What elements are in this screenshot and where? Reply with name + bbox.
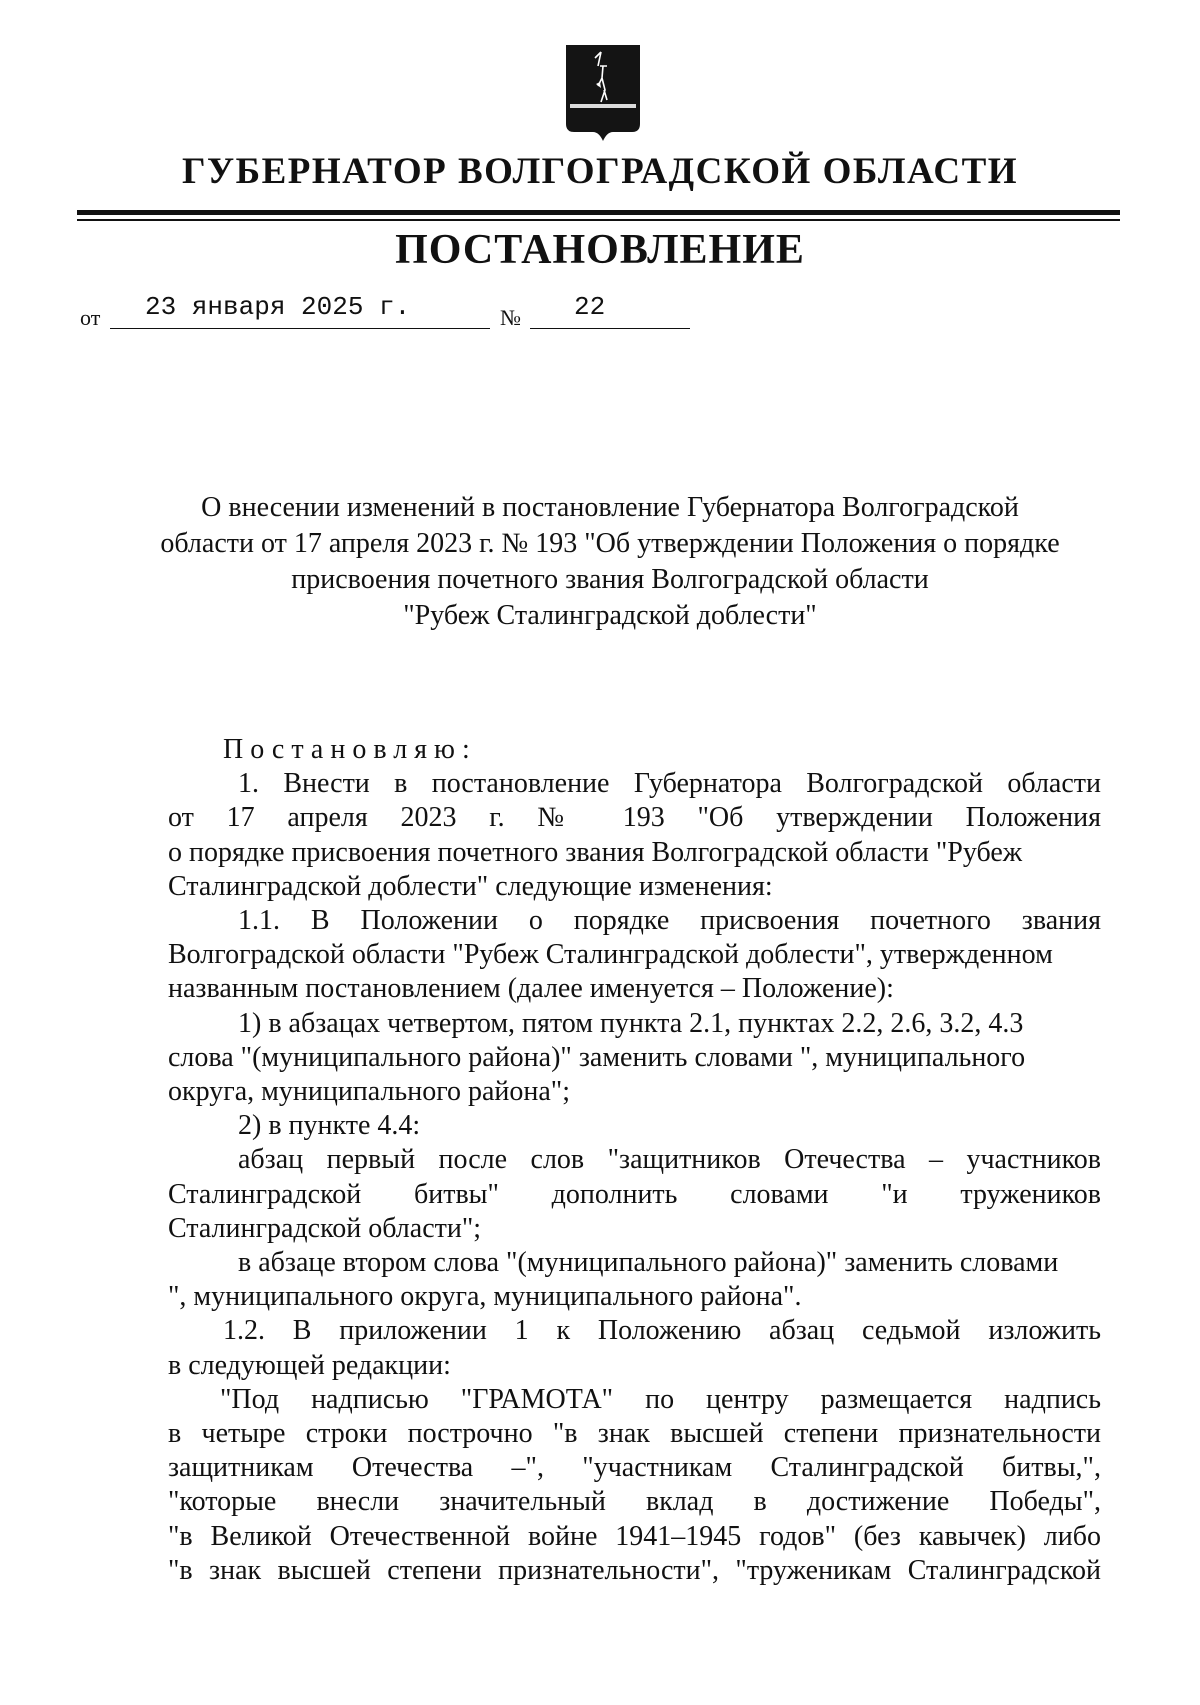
coat-of-arms-icon [565, 44, 641, 142]
date-label: от [80, 305, 101, 330]
body-line: защитникам Отечества –", "участникам Сталинградской битвы,", [168, 1452, 1101, 1484]
body-line: абзац первый после слов "защитников Отечества – участников [238, 1144, 1101, 1176]
body-line: 1.2. В приложении 1 к Положению абзац седьмой изложить [223, 1315, 1101, 1347]
body-line: Сталинградской области"; [168, 1212, 482, 1244]
header-rule-thick [77, 210, 1120, 215]
emblem-shield-icon [565, 44, 641, 142]
org-title: ГУБЕРНАТОР ВОЛГОГРАДСКОЙ ОБЛАСТИ [181, 151, 1019, 192]
header-rule-thin [77, 219, 1120, 221]
subject-line: О внесении изменений в постановление Губернатора Волгоградской [201, 492, 1019, 523]
document-type-title: ПОСТАНОВЛЕНИЕ [395, 227, 805, 273]
body-line: в абзаце втором слова "(муниципального района)" заменить словами [238, 1247, 1059, 1279]
body-line: в следующей редакции: [168, 1349, 451, 1381]
body-line: Волгоградской области "Рубеж Сталинградской доблести", утвержденном [168, 939, 1053, 971]
body-line: слова "(муниципального района)" заменить словами ", муниципального [168, 1041, 1026, 1073]
body-line: "Под надписью "ГРАМОТА" по центру размещается надпись [220, 1383, 1101, 1415]
decree-word: Постановляю: [223, 734, 477, 765]
body-line: о порядке присвоения почетного звания Волгоградской области "Рубеж [168, 836, 1023, 868]
body-line: от 17 апреля 2023 г. № 193 "Об утверждении Положения [168, 802, 1101, 834]
body-line: названным постановлением (далее именуется – Положение): [168, 973, 894, 1005]
body-line: "в Великой Отечественной войне 1941–1945 годов" (без кавычек) либо [168, 1520, 1101, 1552]
number-value: 22 [574, 292, 606, 322]
body-line: округа, муниципального района"; [168, 1076, 571, 1108]
body-line: Сталинградской битвы" дополнить словами "и тружеников [168, 1178, 1101, 1210]
body-line: 1.1. В Положении о порядке присвоения почетного звания [238, 905, 1101, 937]
subject-line: "Рубеж Сталинградской доблести" [403, 600, 817, 631]
body-line: Сталинградской доблести" следующие изменения: [168, 870, 773, 902]
body-line: ", муниципального округа, муниципального района". [168, 1281, 802, 1313]
number-underline [530, 294, 690, 329]
body-line: 1) в абзацах четвертом, пятом пункта 2.1, пунктах 2.2, 2.6, 3.2, 4.3 [238, 1007, 1024, 1039]
body-line: 2) в пункте 4.4: [238, 1110, 421, 1142]
body-line: "в знак высшей степени признательности", "труженикам Сталинградской [168, 1554, 1101, 1586]
document-body [168, 733, 1101, 1588]
subject-line: области от 17 апреля 2023 г. № 193 "Об утверждении Положения о порядке [160, 528, 1060, 559]
number-label: № [500, 305, 521, 330]
body-line: в четыре строки построчно "в знак высшей степени признательности [168, 1418, 1101, 1450]
body-line: "которые внесли значительный вклад в достижение Победы", [168, 1486, 1101, 1518]
body-line: 1. Внести в постановление Губернатора Волгоградской области [238, 768, 1101, 800]
date-value: 23 января 2025 г. [145, 292, 411, 322]
subject-line: присвоения почетного звания Волгоградской области [291, 564, 929, 595]
document-subject [150, 490, 1070, 634]
